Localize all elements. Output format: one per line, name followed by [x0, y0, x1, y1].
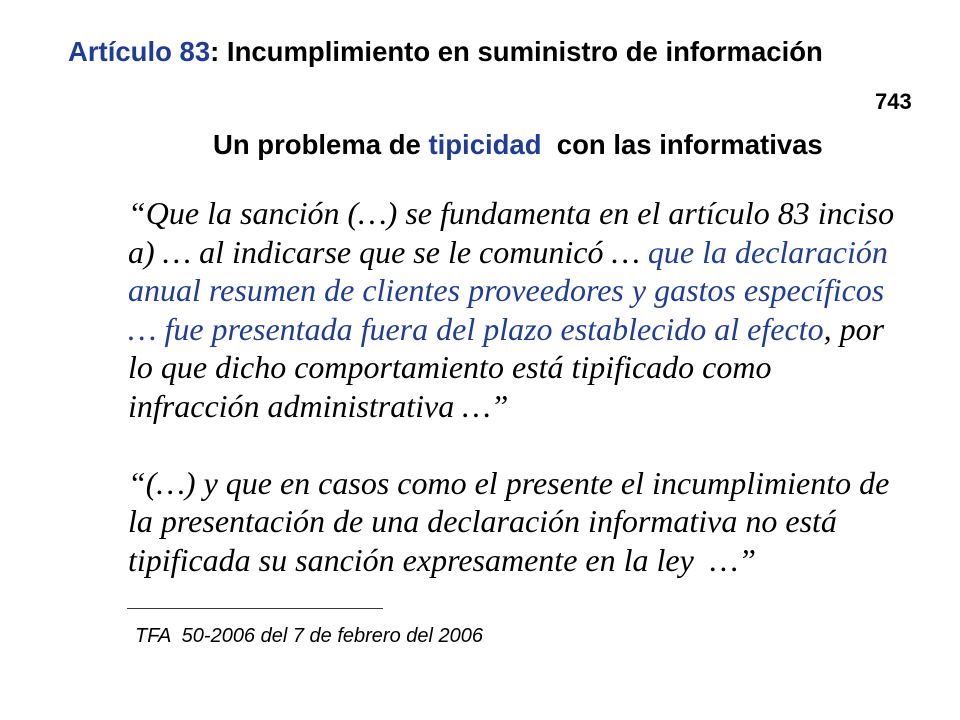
quote-paragraph-1 [128, 194, 894, 425]
quote-2-line-1: “(…) y que en casos como el presente el incumplimiento de [128, 464, 890, 501]
title-article-number: Artículo 83 [68, 36, 211, 67]
quote-text: , por [823, 310, 885, 347]
slide-title [68, 38, 823, 66]
quote-1-line-1: “Que la sanción (…) se fundamenta en el artículo 83 inciso [128, 195, 895, 231]
quote-paragraph-2 [128, 464, 889, 580]
footnote-citation: TFA 50-2006 del 7 de febrero del 2006 [135, 625, 484, 647]
footnote-divider [127, 608, 383, 609]
quote-1-line-2 [128, 233, 894, 272]
slide-number: 743 [875, 89, 912, 114]
subtitle-text-after: con las informativas [541, 129, 823, 160]
quote-highlight: … fue presentada fuera del plazo establecido al efecto [128, 310, 824, 347]
subtitle-highlight: tipicidad [428, 129, 542, 160]
quote-1-line-3: anual resumen de clientes proveedores y gastos específicos [128, 272, 885, 308]
subtitle-text-before: Un problema de [213, 129, 429, 160]
quote-highlight: que la declaración [647, 233, 888, 270]
quote-2-line-3: tipificada su sanción expresamente en la ley …” [128, 541, 757, 578]
quote-1-line-5: lo que dicho comportamiento está tipificado como [128, 349, 772, 385]
slide-subtitle [213, 131, 823, 159]
quote-1-line-4 [128, 310, 894, 349]
title-text: : Incumplimiento en suministro de información [210, 36, 823, 67]
quote-1-line-6: infracción administrativa …” [128, 387, 509, 424]
quote-2-line-2: la presentación de una declaración informativa no está [128, 503, 837, 539]
quote-text: a) … al indicarse que se le comunicó … [128, 233, 648, 270]
